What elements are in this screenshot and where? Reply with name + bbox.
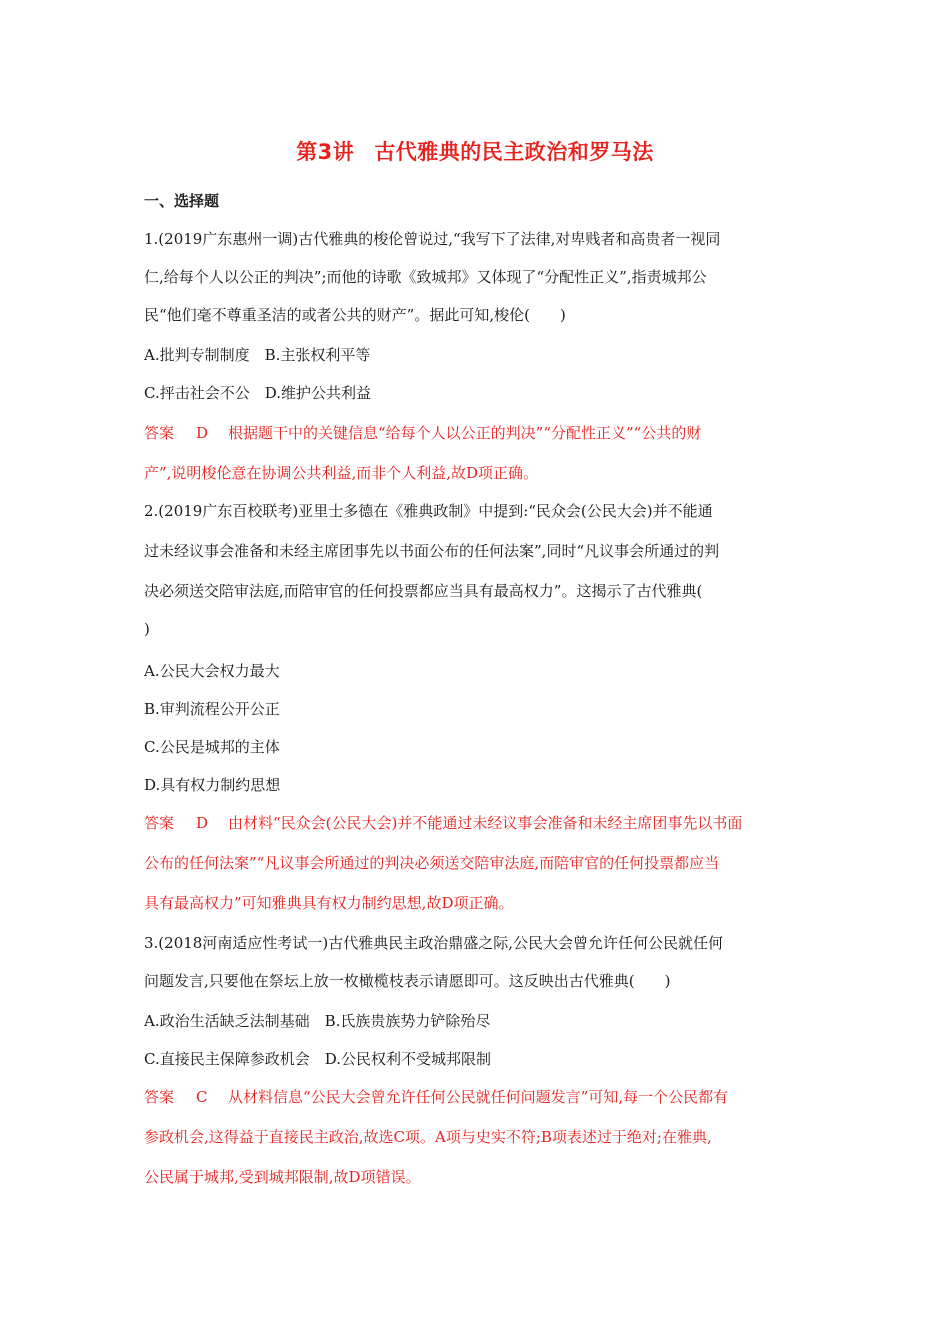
q2-option-line: B.审判流程公开公正 xyxy=(144,700,280,718)
q3-stem-line: 3.(2018河南适应性考试一)古代雅典民主政治鼎盛之际,公民大会曾允许任何公民就任何 xyxy=(144,934,723,952)
q3-option-line: A.政治生活缺乏法制基础 B.氏族贵族势力铲除殆尽 xyxy=(144,1012,491,1030)
q2-stem-line: ) xyxy=(144,620,150,638)
q3-stem-line: 问题发言,只要他在祭坛上放一枚橄榄枝表示请愿即可。这反映出古代雅典( ) xyxy=(144,972,671,990)
q3-option-line: C.直接民主保障参政机会 D.公民权利不受城邦限制 xyxy=(144,1050,491,1068)
q2-stem-line: 决必须送交陪审法庭,而陪审官的任何投票都应当具有最高权力”。这揭示了古代雅典( xyxy=(144,582,703,600)
q2-option-line: D.具有权力制约思想 xyxy=(144,776,281,794)
q2-answer-line: 具有最高权力”可知雅典具有权力制约思想,故D项正确。 xyxy=(144,894,514,912)
q2-stem-line: 过未经议事会准备和未经主席团事先以书面公布的任何法案”,同时“凡议事会所通过的判 xyxy=(144,542,720,560)
q2-answer-line xyxy=(144,812,742,833)
q3-answer-line: 参政机会,这得益于直接民主政治,故选C项。A项与史实不符;B项表述过于绝对;在雅典, xyxy=(144,1128,712,1146)
q2-option-line: A.公民大会权力最大 xyxy=(144,662,280,680)
answer-letter: C xyxy=(196,1088,208,1106)
page-title xyxy=(0,136,950,166)
q1-stem-line: 仁,给每个人以公正的判决”;而他的诗歌《致城邦》又体现了“分配性正义”,指责城邦公 xyxy=(144,268,707,286)
answer-explanation: 从材料信息“公民大会曾允许任何公民就任何问题发言”可知,每一个公民都有 xyxy=(228,1088,729,1106)
q2-stem-line: 2.(2019广东百校联考)亚里士多德在《雅典政制》中提到:“民众会(公民大会)并不能通 xyxy=(144,502,713,520)
q2-answer-line: 公布的任何法案”“凡议事会所通过的判决必须送交陪审法庭,而陪审官的任何投票都应当 xyxy=(144,854,720,872)
answer-tag: 答案 xyxy=(144,424,175,442)
q3-answer-line xyxy=(144,1086,728,1107)
lecture-name: 古代雅典的民主政治和罗马法 xyxy=(374,140,654,164)
q3-answer-line: 公民属于城邦,受到城邦限制,故D项错误。 xyxy=(144,1168,421,1186)
q1-answer-line: 产”,说明梭伦意在协调公共利益,而非个人利益,故D项正确。 xyxy=(144,464,539,482)
answer-letter: D xyxy=(196,814,209,832)
answer-tag: 答案 xyxy=(144,1088,175,1106)
section-heading: 一、选择题 xyxy=(144,192,220,210)
q2-option-line: C.公民是城邦的主体 xyxy=(144,738,280,756)
q1-answer-line xyxy=(144,422,701,443)
q1-option-line: A.批判专制制度 B.主张权利平等 xyxy=(144,346,371,364)
answer-explanation: 由材料“民众会(公民大会)并不能通过未经议事会准备和未经主席团事先以书面 xyxy=(228,814,743,832)
lecture-number: 第3讲 xyxy=(296,140,355,164)
answer-letter: D xyxy=(196,424,209,442)
q1-option-line: C.抨击社会不公 D.维护公共利益 xyxy=(144,384,371,402)
q1-stem-line: 民“他们毫不尊重圣洁的或者公共的财产”。据此可知,梭伦( ) xyxy=(144,306,566,324)
q1-stem-line: 1.(2019广东惠州一调)古代雅典的梭伦曾说过,“我写下了法律,对卑贱者和高贵者一视同 xyxy=(144,230,721,248)
answer-explanation: 根据题干中的关键信息“给每个人以公正的判决”“分配性正义”“公共的财 xyxy=(228,424,702,442)
answer-tag: 答案 xyxy=(144,814,175,832)
